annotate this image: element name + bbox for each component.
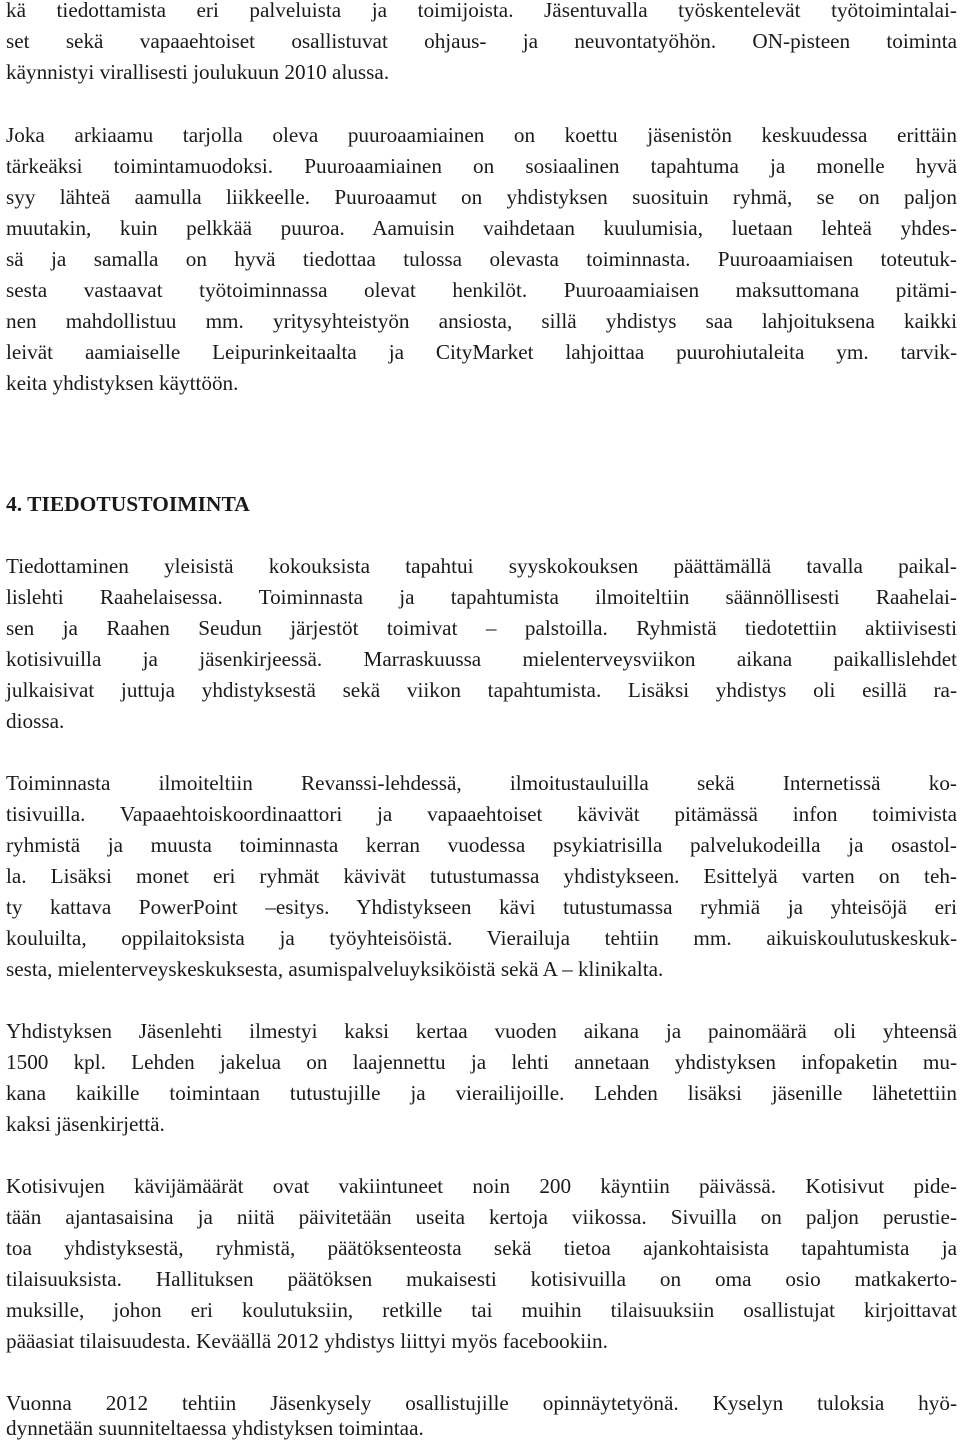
text-line: nen mahdollistuu mm. yritysyhteistyön ansiosta, sillä yhdistys saa lahjoituksena kaikki: [6, 309, 957, 333]
text-line: ty kattava PowerPoint –esitys. Yhdistykseen kävi tutustumassa ryhmiä ja yhteisöjä eri: [6, 895, 957, 919]
text-line: tilaisuuksista. Hallituksen päätöksen mukaisesti kotisivuilla on oma osio matkakerto-: [6, 1267, 957, 1291]
text-line: kä tiedottamista eri palveluista ja toimijoista. Jäsentuvalla työskentelevät työtoimintalai-: [6, 0, 957, 22]
text-line: kaksi jäsenkirjettä.: [6, 1112, 165, 1136]
text-line: Joka arkiaamu tarjolla oleva puuroaamiainen on koettu jäsenistön keskuudessa erittäin: [6, 123, 957, 147]
text-line: la. Lisäksi monet eri ryhmät kävivät tutustumassa yhdistykseen. Esittelyä varten on teh-: [6, 864, 957, 888]
text-line: Vuonna 2012 tehtiin Jäsenkysely osallistujille opinnäytetyönä. Kyselyn tuloksia hyö-: [6, 1391, 957, 1415]
text-line: keita yhdistyksen käyttöön.: [6, 371, 239, 395]
text-line: Tiedottaminen yleisistä kokouksista tapahtui syyskokouksen päättämällä tavalla paikal-: [6, 554, 957, 578]
text-line: tään ajantasaisina ja niitä päivitetään useita kertoja viikossa. Sivuilla on paljon perustie-: [6, 1205, 957, 1229]
text-line: Toiminnasta ilmoiteltiin Revanssi-lehdessä, ilmoitustauluilla sekä Internetissä ko-: [6, 771, 957, 795]
text-line: Kotisivujen kävijämäärät ovat vakiintuneet noin 200 käyntiin päivässä. Kotisivut pide-: [6, 1174, 957, 1198]
text-line: diossa.: [6, 709, 65, 733]
text-line: kana kaikille toimintaan tutustujille ja vierailijoille. Lehden lisäksi jäsenille lähetettiin: [6, 1081, 957, 1105]
text-line: kouluilta, oppilaitoksista ja työyhteisöistä. Vierailuja tehtiin mm. aikuiskoulutuskeskuk-: [6, 926, 957, 950]
text-line: sä ja samalla on hyvä tiedottaa tulossa olevasta toiminnasta. Puuroaamiaisen toteutuk-: [6, 247, 957, 271]
text-line: käynnistyi virallisesti joulukuun 2010 alussa.: [6, 60, 390, 84]
text-line: muutakin, kuin pelkkää puuroa. Aamuisin vaihdetaan kuulumisia, luetaan lehteä yhdes-: [6, 216, 957, 240]
text-line: toa yhdistyksestä, ryhmistä, päätöksenteosta sekä tietoa ajankohtaisista tapahtumista ja: [6, 1236, 957, 1260]
text-line: ryhmistä ja muusta toiminnasta kerran vuodessa psykiatrisilla palvelukodeilla ja osastol-: [6, 833, 957, 857]
text-line: muksille, johon eri koulutuksiin, retkille tai muihin tilaisuuksiin osallistujat kirjoittavat: [6, 1298, 957, 1322]
text-line: dynnetään suunniteltaessa yhdistyksen toimintaa.: [6, 1416, 424, 1440]
text-line: pääasiat tilaisuudesta. Keväällä 2012 yhdistys liittyi myös facebookiin.: [6, 1329, 608, 1353]
text-line: sesta vastaavat työtoiminnassa olevat henkilöt. Puuroaamiaisen maksuttomana pitämi-: [6, 278, 957, 302]
text-line: julkaisivat juttuja yhdistyksestä sekä viikon tapahtumista. Lisäksi yhdistys oli esillä ra-: [6, 678, 957, 702]
text-line: set sekä vapaaehtoiset osallistuvat ohjaus- ja neuvontatyöhön. ON-pisteen toiminta: [6, 29, 957, 53]
text-line: 1500 kpl. Lehden jakelua on laajennettu ja lehti annetaan yhdistyksen infopaketin mu-: [6, 1050, 957, 1074]
text-line: tärkeäksi toimintamuodoksi. Puuroaamiainen on sosiaalinen tapahtuma ja monelle hyvä: [6, 154, 957, 178]
text-line: lislehti Raahelaisessa. Toiminnasta ja tapahtumista ilmoiteltiin säännöllisesti Raahelai-: [6, 585, 957, 609]
section-heading: 4. TIEDOTUSTOIMINTA: [6, 492, 250, 516]
text-line: kotisivuilla ja jäsenkirjeessä. Marraskuussa mielenterveysviikon aikana paikallislehdet: [6, 647, 957, 671]
text-line: tisivuilla. Vapaaehtoiskoordinaattori ja vapaaehtoiset kävivät pitämässä infon toimivista: [6, 802, 957, 826]
text-line: sesta, mielenterveyskeskuksesta, asumispalveluyksiköistä sekä A – klinikalta.: [6, 957, 664, 981]
text-line: Yhdistyksen Jäsenlehti ilmestyi kaksi kertaa vuoden aikana ja painomäärä oli yhteensä: [6, 1019, 957, 1043]
text-line: leivät aamiaiselle Leipurinkeitaalta ja CityMarket lahjoittaa puurohiutaleita ym. tarvik-: [6, 340, 957, 364]
text-line: sen ja Raahen Seudun järjestöt toimivat – palstoilla. Ryhmistä tiedotettiin aktiivisesti: [6, 616, 957, 640]
text-line: syy lähteä aamulla liikkeelle. Puuroaamut on yhdistyksen suosituin ryhmä, se on paljon: [6, 185, 957, 209]
